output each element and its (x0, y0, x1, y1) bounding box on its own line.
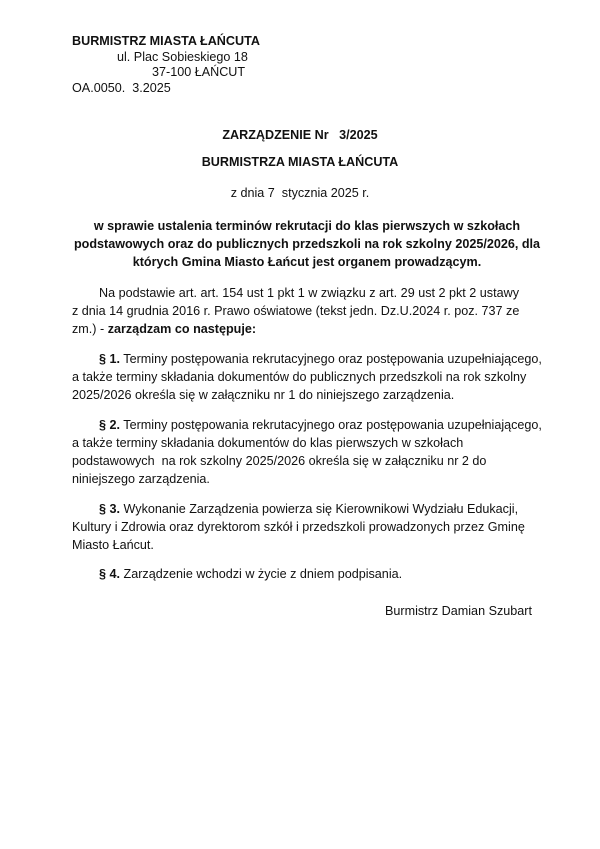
reference-number: OA.0050. 3.2025 (72, 80, 171, 95)
document-date: z dnia 7 stycznia 2025 r. (230, 186, 370, 200)
section-line: a także terminy składania dokumentów do publicznych przedszkoli na rok szkolny (72, 370, 527, 384)
section-line (72, 500, 542, 518)
section-4-paragraph (72, 565, 542, 583)
letterhead-office: BURMISTRZ MIASTA ŁAŃCUTA (72, 34, 260, 48)
section-line: 2025/2026 określa się w załączniku nr 1 do niniejszego zarządzenia. (72, 388, 455, 402)
section-marker: § 3. (99, 502, 121, 516)
section-text: Wykonanie Zarządzenia powierza się Kierownikowi Wydziału Edukacji, (120, 502, 519, 516)
section-line: Miasto Łańcut. (72, 538, 154, 552)
section-text: Zarządzenie wchodzi w życie z dniem podpisania. (120, 567, 403, 581)
signature: Burmistrz Damian Szubart (385, 604, 532, 618)
section-line (72, 416, 542, 434)
section-text: Terminy postępowania rekrutacyjnego oraz postępowania uzupełniającego, (120, 418, 542, 432)
letterhead-street: ul. Plac Sobieskiego 18 (117, 49, 248, 64)
section-line: podstawowych na rok szkolny 2025/2026 określa się w załączniku nr 2 do (72, 454, 487, 468)
section-line: a także terminy składania dokumentów do klas pierwszych w szkołach (72, 436, 464, 450)
section-1-paragraph (72, 350, 542, 404)
legal-basis-line: Na podstawie art. art. 154 ust 1 pkt 1 w związku z art. 29 ust 2 pkt 2 ustawy (99, 286, 519, 300)
section-line (72, 565, 542, 583)
section-marker: § 4. (99, 567, 121, 581)
document-issuer: BURMISTRZA MIASTA ŁAŃCUTA (201, 155, 399, 169)
section-3-paragraph (72, 500, 542, 554)
section-line: niniejszego zarządzenia. (72, 472, 210, 486)
subject-line: w sprawie ustalenia terminów rekrutacji do klas pierwszych w szkołach (93, 219, 521, 233)
section-2-paragraph (72, 416, 542, 488)
section-line (72, 350, 542, 368)
section-line: Kultury i Zdrowia oraz dyrektorom szkół i przedszkoli prowadzonych przez Gminę (72, 520, 525, 534)
section-text: Terminy postępowania rekrutacyjnego oraz postępowania uzupełniającego, (120, 352, 542, 366)
document-title: ZARZĄDZENIE Nr 3/2025 (222, 128, 378, 142)
decree-phrase: zarządzam co następuje: (107, 322, 257, 336)
legal-basis-line: z dnia 14 grudnia 2016 r. Prawo oświatowe (tekst jedn. Dz.U.2024 r. poz. 737 ze (72, 304, 520, 318)
letterhead-city: 37-100 ŁAŃCUT (152, 65, 246, 79)
legal-basis-line (72, 320, 542, 338)
section-marker: § 2. (99, 418, 121, 432)
legal-basis-tail: zm.) - (72, 322, 108, 336)
section-marker: § 1. (99, 352, 121, 366)
subject-line: podstawowych oraz do publicznych przedszkoli na rok szkolny 2025/2026, dla (73, 237, 541, 251)
legal-basis-paragraph (72, 284, 542, 338)
letterhead (72, 34, 260, 96)
document-subject (72, 217, 542, 271)
subject-line: których Gmina Miasto Łańcut jest organem prowadzącym. (132, 255, 482, 269)
